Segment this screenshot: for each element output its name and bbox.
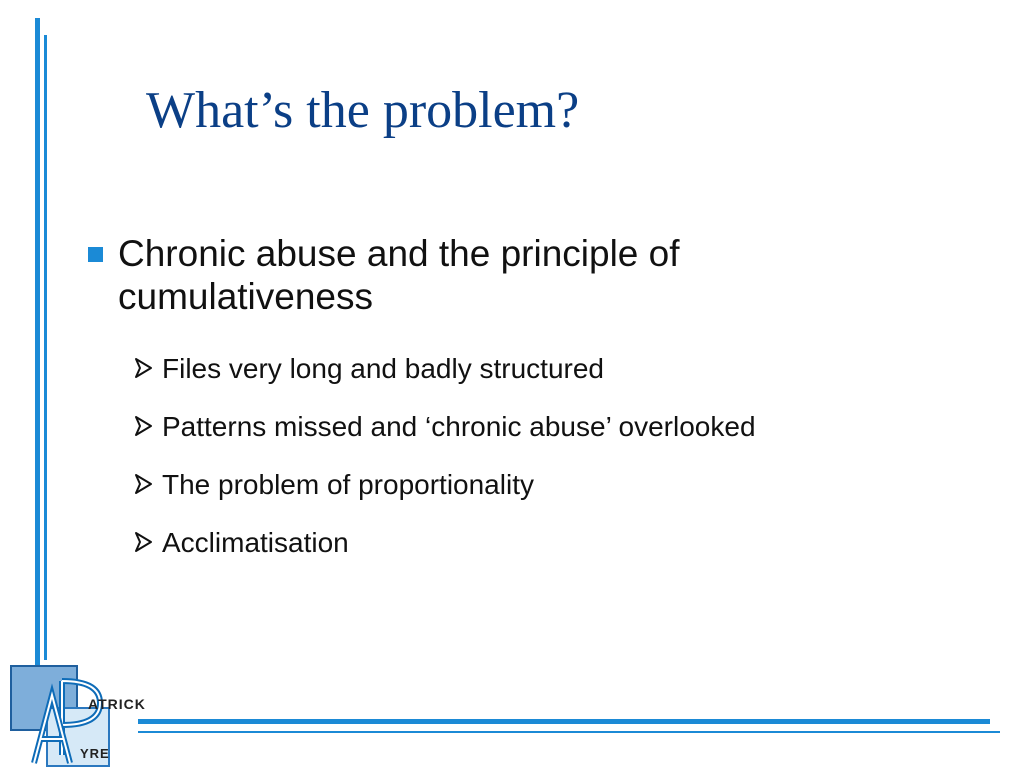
main-bullet [88, 232, 868, 318]
patrick-ayre-logo [0, 655, 146, 768]
arrow-bullet-icon [134, 357, 154, 379]
frame-horizontal-line-thick [138, 719, 990, 724]
logo-word-yre: YRE [80, 746, 110, 761]
frame-horizontal-line-thin [138, 731, 1000, 733]
sub-bullet-list [134, 350, 756, 582]
arrow-bullet-icon [134, 415, 154, 437]
frame-vertical-line-thin [44, 35, 47, 660]
arrow-bullet-icon [134, 473, 154, 495]
frame-vertical-line-thick [35, 18, 40, 666]
sub-bullet-text: The problem of proportionality [162, 469, 534, 500]
sub-bullet-item [134, 466, 756, 524]
sub-bullet-text: Files very long and badly structured [162, 353, 604, 384]
logo-word-atrick: ATRICK [88, 696, 146, 712]
arrow-bullet-icon [134, 531, 154, 553]
sub-bullet-item [134, 524, 756, 582]
sub-bullet-text: Acclimatisation [162, 527, 349, 558]
square-bullet-icon [88, 247, 103, 262]
sub-bullet-item [134, 350, 756, 408]
slide-title: What’s the problem? [146, 82, 580, 139]
sub-bullet-text: Patterns missed and ‘chronic abuse’ overlooked [162, 411, 756, 442]
sub-bullet-item [134, 408, 756, 466]
main-bullet-text: Chronic abuse and the principle of cumulativeness [118, 233, 680, 317]
